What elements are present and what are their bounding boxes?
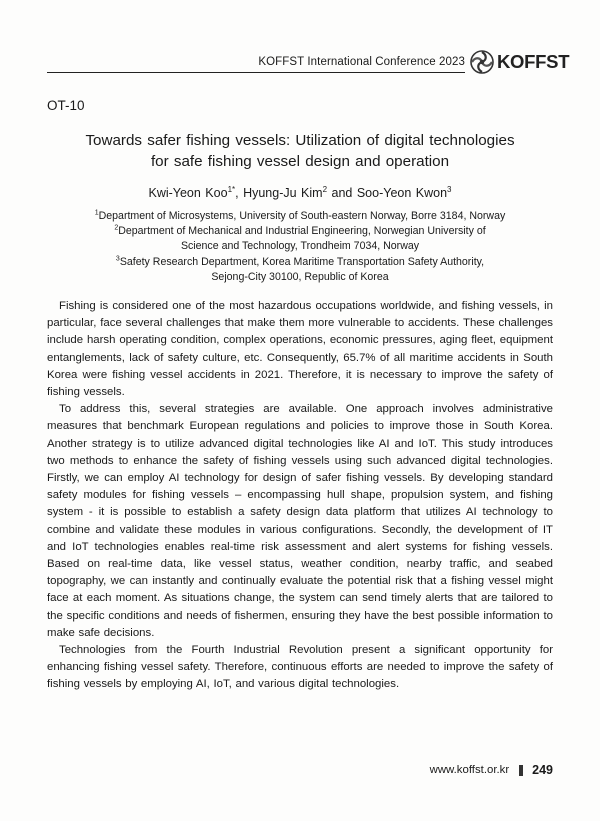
- author-name: Soo-Yeon Kwon: [356, 186, 448, 200]
- affiliation-text: Department of Microsystems, University of South-eastern Norway, Borre 3184, Norway: [98, 210, 506, 222]
- page-footer: [300, 760, 553, 780]
- body-paragraph: To address this, several strategies are available. One approach involves administrative measures that benchmark European regulations and policies to improve those in South Korea. Another strategy is to utilize advanced digital technologies like AI and IoT. This study introduces two methods to enhance the safety of fishing vessels using such advanced digital technologies. Firstly, we can employ AI technology for design of safer fishing vessels. By developing standard safety modules for fishing vessels – encompassing hull shape, propulsion system, and fishing system - it is possible to establish a safety design data platform that utilizes AI technology to combine and validate these modules in various configurations. Secondly, the development of IT and IoT technologies enables real-time risk assessment and alert systems for fishing vessels. Based on real-time data, like vessel status, weather condition, nearby traffic, and seabed topography, we can instantly and continually evaluate the potential risk that a fishing vessel might face at each moment. As situations change, the system can send timely alerts that are tailored to the specific conditions and needs of fishermen, ensuring they have the best possible information to make safe decisions.: [47, 403, 553, 639]
- author-name: Hyung-Ju Kim: [243, 186, 323, 200]
- affiliation-text: Safety Research Department, Korea Maritime Transportation Safety Authority,: [119, 255, 485, 268]
- koffst-logo: [470, 48, 569, 76]
- author-name: Kwi-Yeon Koo: [148, 186, 228, 200]
- affiliation-line: [47, 224, 553, 239]
- author-separator: and: [327, 186, 357, 200]
- page-header: [47, 48, 570, 76]
- session-code: OT-10: [47, 98, 85, 113]
- author-affil-mark: 2: [322, 184, 328, 194]
- affil-mark: 3: [115, 255, 120, 263]
- logo-text: KOFFST: [497, 51, 570, 72]
- body-paragraph: Technologies from the Fourth Industrial Revolution present a significant opportunity for enhancing fishing vessel safety. Therefore, continuous efforts are needed to improve the safety of fishing vessels by employing AI, IoT, and various digital technologies.: [47, 644, 553, 691]
- affiliation-line: [47, 209, 553, 224]
- title-line: for safe fishing vessel design and operation: [150, 153, 450, 170]
- author-affil-mark: 1*: [227, 184, 236, 194]
- affil-mark: 1: [94, 209, 99, 217]
- author-affil-mark: 3: [447, 184, 452, 194]
- page-number: 249: [532, 763, 553, 777]
- affiliation-line: [47, 255, 553, 270]
- header-rule: [47, 72, 465, 73]
- affiliation-text: Department of Mechanical and Industrial Engineering, Norwegian University of: [118, 225, 486, 238]
- affiliation-line: Sejong-City 30100, Republic of Korea: [211, 270, 389, 283]
- logo-swirl-icon: [470, 50, 494, 74]
- body-paragraph: Fishing is considered one of the most hazardous occupations worldwide, and fishing vessels, in particular, face several challenges that make them more vulnerable to accidents. These challenges include harsh operating condition, complex operations, economic pressures, aging fleet, equipment entanglements, lack of safety culture, etc. Consequently, 65.7% of all maritime accidents in South Korea were fishing vessel accidents in 2021. Therefore, it is necessary to improve the safety of fishing vessels.: [47, 300, 553, 399]
- abstract-body: [47, 298, 553, 694]
- affil-mark: 2: [114, 224, 119, 232]
- affiliation-line: Science and Technology, Trondheim 7034, Norway: [180, 240, 420, 253]
- footer-divider: [519, 765, 523, 776]
- conference-name: KOFFST International Conference 2023: [258, 56, 465, 68]
- author-separator: ,: [235, 186, 244, 200]
- paper-title: [47, 130, 553, 172]
- author-list: [47, 184, 553, 202]
- footer-url: www.koffst.or.kr: [429, 764, 510, 776]
- title-line: Towards safer fishing vessels: Utilization of digital technologies: [85, 132, 515, 149]
- affiliation-list: [47, 209, 553, 285]
